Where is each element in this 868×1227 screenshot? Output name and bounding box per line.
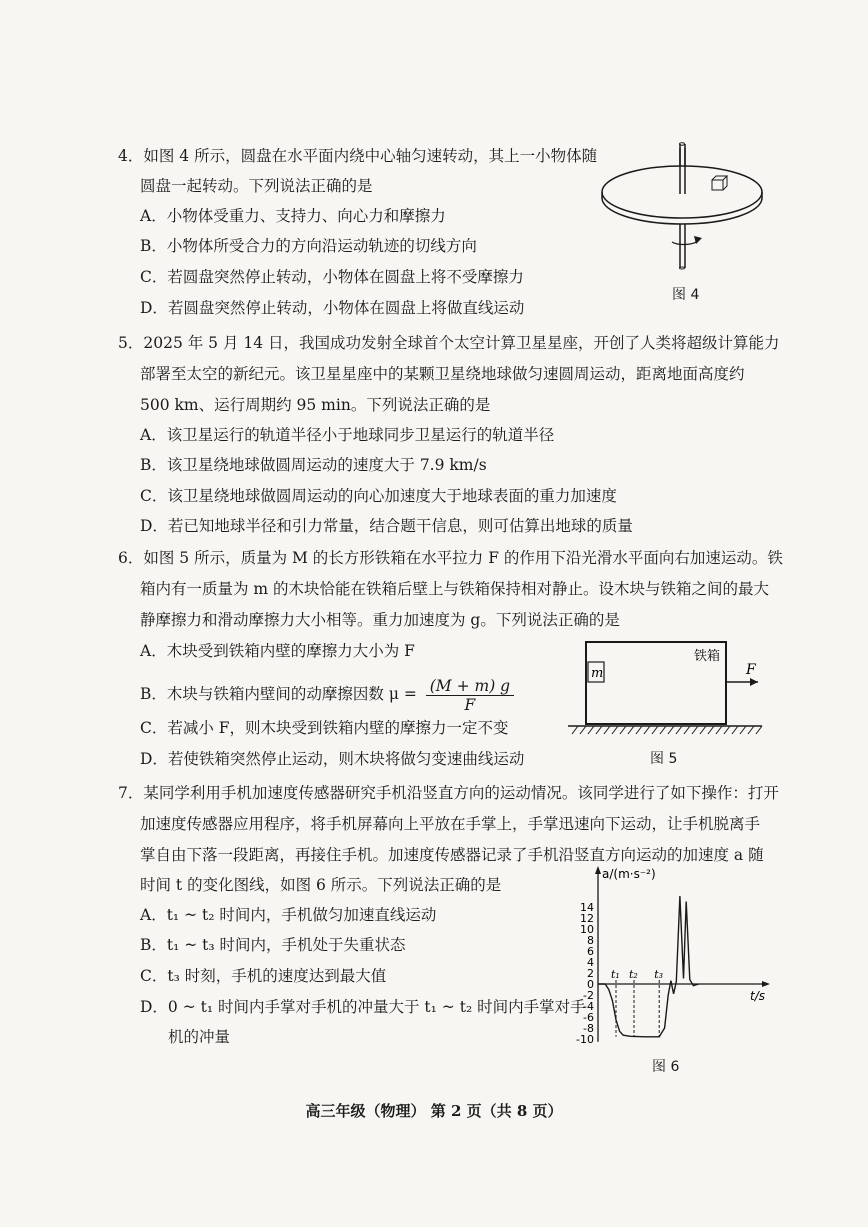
q6-stem-line2: 箱内有一质量为 m 的木块恰能在铁箱后壁上与铁箱保持相对静止。设木块与铁箱之间的最大 [140, 580, 770, 598]
q6-option-b [140, 674, 514, 714]
fraction-denominator: F [464, 695, 476, 714]
y-tick-label: 8 [587, 934, 594, 947]
q4-option-a: A．小物体受重力、支持力、向心力和摩擦力 [140, 207, 446, 225]
q6-stem-line1: 6．如图 5 所示，质量为 M 的长方形铁箱在水平拉力 F 的作用下沿光滑水平面向右加速运动。铁 [118, 549, 783, 567]
q6-option-a: A．木块受到铁箱内壁的摩擦力大小为 F [140, 642, 415, 660]
q6-option-c: C．若减小 F，则木块受到铁箱内壁的摩擦力一定不变 [140, 719, 509, 737]
q6-option-b-text: B．木块与铁箱内壁间的动摩擦因数 μ = [140, 685, 417, 703]
y-tick-label: 10 [580, 923, 594, 936]
y-tick-label: 12 [580, 912, 594, 925]
figure-4-caption: 图 4 [672, 287, 700, 303]
q7-stem-line1: 7．某同学利用手机加速度传感器研究手机沿竖直方向的运动情况。该同学进行了如下操作：打开 [118, 784, 779, 802]
chart-series-line [598, 896, 699, 1037]
q4-stem-line2: 圆盘一起转动。下列说法正确的是 [140, 177, 373, 195]
page-footer: 高三年级（物理） 第 2 页（共 8 页） [305, 1102, 563, 1120]
q7-option-c: C．t₃ 时刻，手机的速度达到最大值 [140, 967, 387, 985]
q4-option-b: B．小物体所受合力的方向沿运动轨迹的切线方向 [140, 237, 477, 255]
figure-5-iron-box [566, 640, 766, 740]
y-tick-label: -8 [583, 1022, 594, 1035]
chart-y-axis-arrow [595, 866, 601, 874]
q7-option-d-line2: 机的冲量 [168, 1028, 231, 1046]
chart-x-axis-arrow [762, 981, 770, 987]
chart-y-axis-label: a/(m·s⁻²) [602, 867, 656, 881]
fig5-block-label: m [591, 666, 604, 681]
q7-stem-line4: 时间 t 的变化图线，如图 6 所示。下列说法正确的是 [140, 876, 502, 894]
y-tick-label: -2 [583, 989, 594, 1002]
time-mark-label: t₂ [629, 968, 638, 981]
figure-4-turntable [594, 140, 774, 280]
fig5-force-label: F [746, 662, 756, 678]
q5-stem-line2: 部署至太空的新纪元。该卫星星座中的某颗卫星绕地球做匀速圆周运动，距离地面高度约 [140, 365, 745, 383]
q7-option-d-line1: D．0 ~ t₁ 时间内手掌对手机的冲量大于 t₁ ~ t₂ 时间内手掌对手 [140, 998, 586, 1016]
chart-x-axis-label: t/s [750, 989, 765, 1003]
y-tick-label: 14 [580, 901, 594, 914]
q5-option-b: B．该卫星绕地球做圆周运动的速度大于 7.9 km/s [140, 456, 487, 474]
y-tick-label: -4 [583, 1000, 594, 1013]
q7-stem-line3: 掌自由下落一段距离，再接住手机。加速度传感器记录了手机沿竖直方向运动的加速度 a 随 [140, 846, 764, 864]
figure-6-caption: 图 6 [652, 1059, 680, 1075]
q7-option-a: A．t₁ ~ t₂ 时间内，手机做匀加速直线运动 [140, 906, 437, 924]
q6-option-d: D．若使铁箱突然停止运动，则木块将做匀变速曲线运动 [140, 750, 525, 768]
y-tick-label: 2 [587, 967, 594, 980]
time-mark-label: t₁ [611, 968, 620, 981]
q4-option-c: C．若圆盘突然停止转动，小物体在圆盘上将不受摩擦力 [140, 268, 524, 286]
fraction-numerator: (M + m) g [426, 677, 514, 696]
y-tick-label: 4 [587, 956, 594, 969]
q6-stem-line3: 静摩擦力和滑动摩擦力大小相等。重力加速度为 g。下列说法正确的是 [140, 611, 620, 629]
figure-5-caption: 图 5 [650, 751, 678, 767]
q5-option-d: D．若已知地球半径和引力常量，结合题干信息，则可估算出地球的质量 [140, 517, 633, 535]
fig5-box-label: 铁箱 [694, 649, 721, 664]
y-tick-label: -6 [583, 1011, 594, 1024]
q5-stem-line3: 500 km、运行周期约 95 min。下列说法正确的是 [140, 396, 491, 414]
friction-coefficient-fraction [426, 677, 514, 714]
q5-stem-line1: 5．2025 年 5 月 14 日，我国成功发射全球首个太空计算卫星星座，开创了人类将超级计算能力 [118, 334, 780, 352]
figure-6-acceleration-chart [560, 866, 774, 1056]
y-tick-label: -10 [576, 1033, 594, 1046]
q4-option-d: D．若圆盘突然停止转动，小物体在圆盘上将做直线运动 [140, 299, 525, 317]
q5-option-a: A．该卫星运行的轨道半径小于地球同步卫星运行的轨道半径 [140, 426, 555, 444]
q7-stem-line2: 加速度传感器应用程序，将手机屏幕向上平放在手掌上，手掌迅速向下运动，让手机脱离手 [140, 815, 761, 833]
y-tick-label: 6 [587, 945, 594, 958]
y-tick-label: 0 [587, 978, 594, 991]
q4-stem-line1: 4．如图 4 所示，圆盘在水平面内绕中心轴匀速转动，其上一小物体随 [118, 147, 598, 165]
time-mark-label: t₃ [654, 968, 664, 981]
q5-option-c: C．该卫星绕地球做圆周运动的向心加速度大于地球表面的重力加速度 [140, 487, 617, 505]
q7-option-b: B．t₁ ~ t₃ 时间内，手机处于失重状态 [140, 936, 406, 954]
